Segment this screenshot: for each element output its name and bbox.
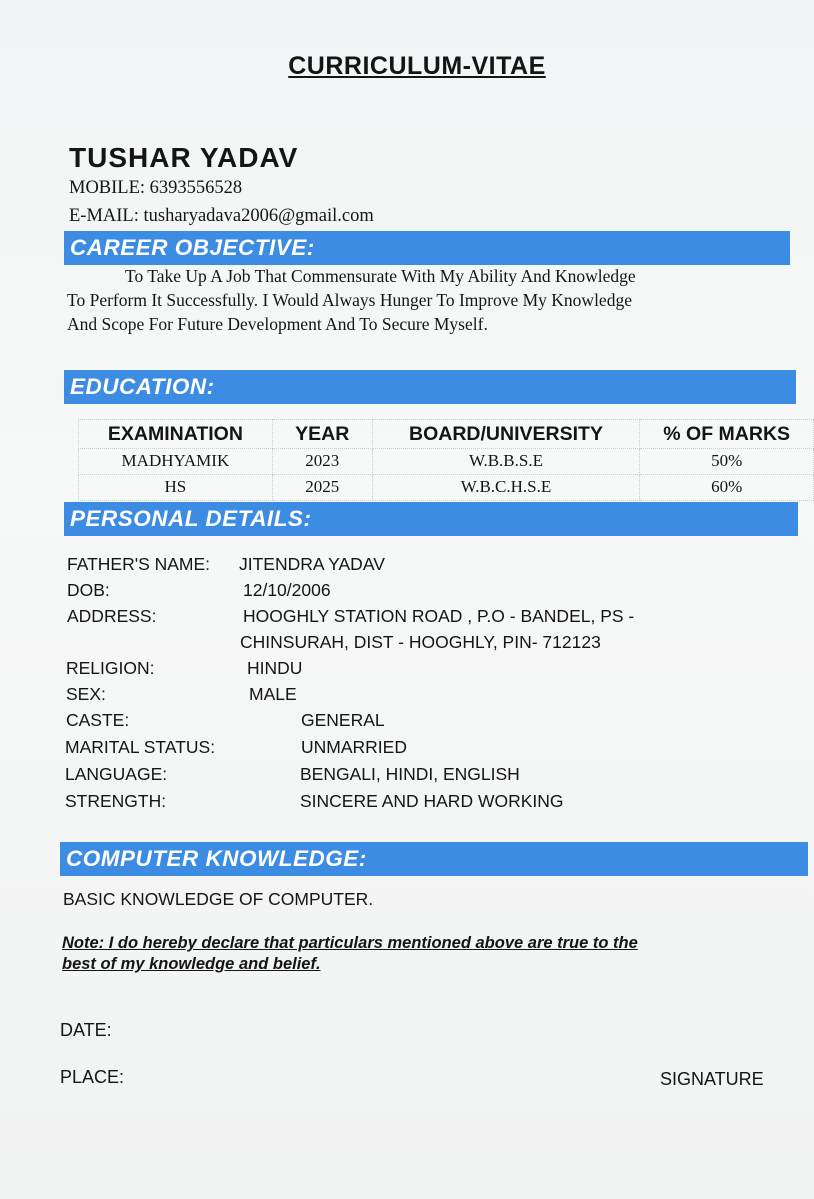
dob-label: DOB: <box>67 580 110 600</box>
exam-cell: HS <box>79 475 273 501</box>
dob-value: 12/10/2006 <box>243 580 331 600</box>
religion-value: HINDU <box>247 658 303 678</box>
education-table <box>78 419 814 501</box>
marks-cell: 60% <box>640 475 814 501</box>
candidate-name: TUSHAR YADAV <box>69 142 299 173</box>
sex-label: SEX: <box>66 684 106 704</box>
strength-label: STRENGTH: <box>65 791 167 811</box>
computer-knowledge-text: BASIC KNOWLEDGE OF COMPUTER. <box>63 889 374 909</box>
objective-line-3: And Scope For Future Development And To Secure Myself. <box>67 314 488 334</box>
objective-line-2: To Perform It Successfully. I Would Always Hunger To Improve My Knowledge <box>67 290 632 310</box>
col-year: YEAR <box>272 420 372 449</box>
language-value: BENGALI, HINDI, ENGLISH <box>300 764 520 784</box>
education-header-row <box>79 420 814 449</box>
address-label: ADDRESS: <box>67 606 157 626</box>
career-objective-text <box>67 264 802 336</box>
marital-status-value: UNMARRIED <box>301 737 407 757</box>
year-cell: 2025 <box>272 475 372 501</box>
col-examination: EXAMINATION <box>79 420 273 449</box>
signature-label: SIGNATURE <box>660 1069 764 1089</box>
marital-status-label: MARITAL STATUS: <box>65 737 216 757</box>
email-line: E-MAIL: tusharyadava2006@gmail.com <box>69 206 374 226</box>
education-heading: EDUCATION: <box>64 370 796 404</box>
table-row <box>79 449 814 475</box>
objective-line-1: To Take Up A Job That Commensurate With My Ability And Knowledge <box>125 266 636 286</box>
col-board: BOARD/UNIVERSITY <box>372 420 640 449</box>
year-cell: 2023 <box>272 449 372 475</box>
caste-label: CASTE: <box>66 710 130 730</box>
document-title: CURRICULUM-VITAE <box>288 52 546 80</box>
date-label: DATE: <box>60 1020 112 1040</box>
address-line-1: HOOGHLY STATION ROAD , P.O - BANDEL, PS - <box>243 606 635 626</box>
personal-details-heading: PERSONAL DETAILS: <box>64 502 798 536</box>
fathers-name-label: FATHER'S NAME: <box>67 554 211 574</box>
exam-cell: MADHYAMIK <box>79 449 273 475</box>
strength-value: SINCERE AND HARD WORKING <box>300 791 564 811</box>
fathers-name-value: JITENDRA YADAV <box>239 554 385 574</box>
marks-cell: 50% <box>640 449 814 475</box>
note-line-2: best of my knowledge and belief. <box>62 955 321 973</box>
caste-value: GENERAL <box>301 710 385 730</box>
declaration-note <box>62 933 792 975</box>
computer-knowledge-heading: COMPUTER KNOWLEDGE: <box>60 842 808 876</box>
table-row <box>79 475 814 501</box>
note-line-1: Note: I do hereby declare that particulars mentioned above are true to the <box>62 934 638 952</box>
address-line-2: CHINSURAH, DIST - HOOGHLY, PIN- 712123 <box>240 632 601 652</box>
language-label: LANGUAGE: <box>65 764 168 784</box>
board-cell: W.B.B.S.E <box>372 449 640 475</box>
sex-value: MALE <box>249 684 297 704</box>
religion-label: RELIGION: <box>66 658 155 678</box>
place-label: PLACE: <box>60 1067 125 1087</box>
board-cell: W.B.C.H.S.E <box>372 475 640 501</box>
col-marks: % OF MARKS <box>640 420 814 449</box>
mobile-line: MOBILE: 6393556528 <box>69 178 243 198</box>
career-objective-heading: CAREER OBJECTIVE: <box>64 231 790 265</box>
